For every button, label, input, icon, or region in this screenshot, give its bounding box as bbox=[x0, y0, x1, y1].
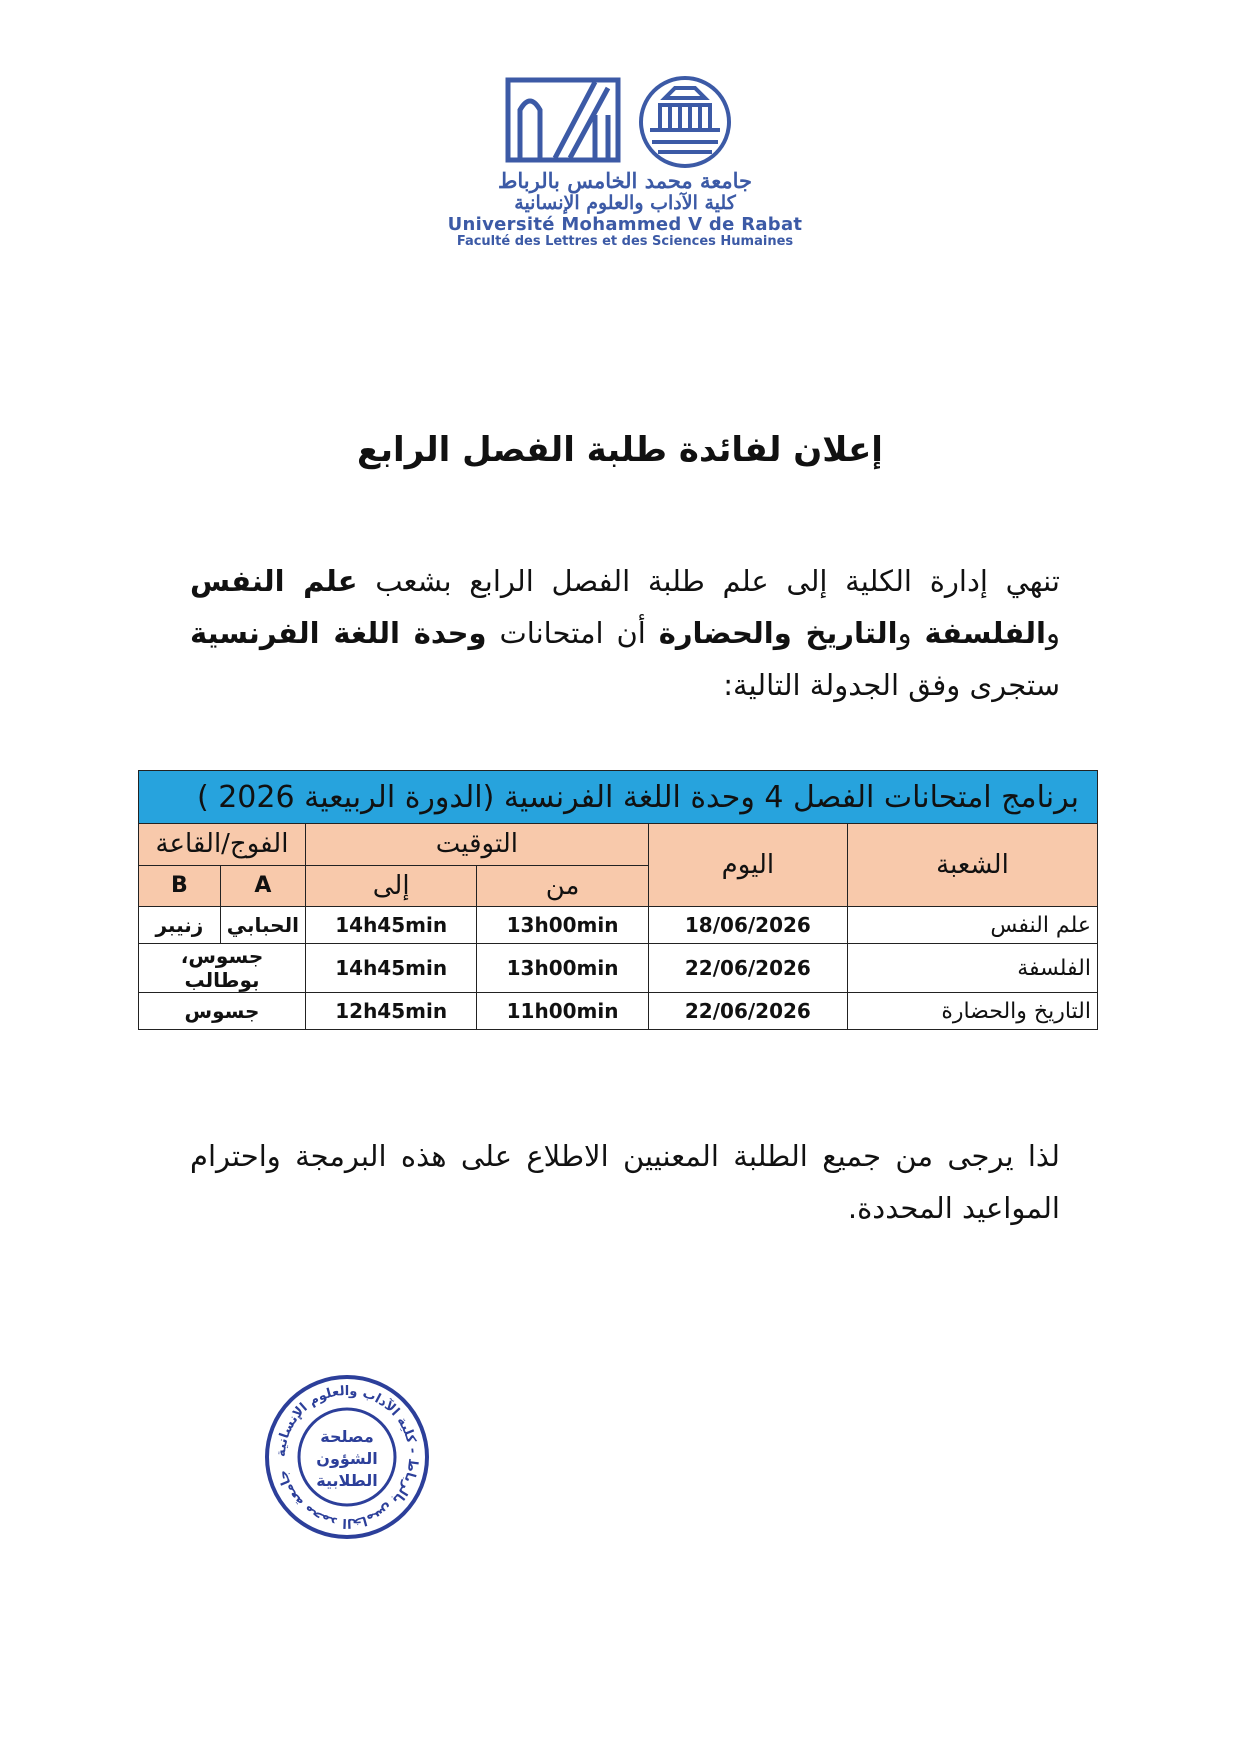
stamp-line-3: الطلابية bbox=[316, 1471, 378, 1490]
intro-text-1: تنهي إدارة الكلية إلى علم طلبة الفصل الرابع بشعب bbox=[357, 564, 1060, 598]
cell-to: 14h45min bbox=[305, 907, 476, 944]
cell-branch: الفلسفة bbox=[847, 944, 1097, 993]
cell-from: 11h00min bbox=[477, 993, 648, 1030]
cell-from: 13h00min bbox=[477, 907, 648, 944]
intro-text-4: أن امتحانات bbox=[486, 616, 659, 650]
header-group-b: B bbox=[139, 865, 221, 907]
stamp-ring-text: جامعة محمد الخامس بالرباط - كلية الآداب والعلوم الإنسانية bbox=[273, 1383, 421, 1531]
cell-to: 14h45min bbox=[305, 944, 476, 993]
table-caption: برنامج امتحانات الفصل 4 وحدة اللغة الفرنسية (الدورة الربيعية 2026 ) bbox=[139, 771, 1098, 824]
table-row bbox=[139, 944, 1098, 993]
exam-schedule-table bbox=[138, 770, 1098, 1030]
intro-paragraph bbox=[190, 555, 1060, 711]
intro-text-2: و bbox=[1045, 616, 1060, 650]
stamp-seal-icon bbox=[262, 1372, 432, 1542]
header-timing: التوقيت bbox=[305, 824, 648, 866]
university-logo bbox=[440, 70, 810, 250]
cell-to: 12h45min bbox=[305, 993, 476, 1030]
intro-bold-history: التاريخ والحضارة bbox=[658, 616, 898, 650]
table-row bbox=[139, 907, 1098, 944]
cell-group-ab: جسوس bbox=[139, 993, 306, 1030]
university-name-ar: جامعة محمد الخامس بالرباط bbox=[497, 168, 753, 193]
header-day: اليوم bbox=[648, 824, 847, 907]
announcement-title: إعلان لفائدة طلبة الفصل الرابع bbox=[357, 430, 883, 470]
header-from: من bbox=[477, 865, 648, 907]
cell-day: 18/06/2026 bbox=[648, 907, 847, 944]
header-to: إلى bbox=[305, 865, 476, 907]
university-name-fr: Université Mohammed V de Rabat bbox=[447, 214, 803, 235]
university-emblem-icon bbox=[500, 70, 750, 170]
closing-paragraph: لذا يرجى من جميع الطلبة المعنيين الاطلاع على هذه البرمجة واحترام المواعيد المحددة. bbox=[190, 1139, 1060, 1225]
cell-branch: التاريخ والحضارة bbox=[847, 993, 1097, 1030]
cell-branch: علم النفس bbox=[847, 907, 1097, 944]
cell-day: 22/06/2026 bbox=[648, 944, 847, 993]
intro-bold-french-unit: وحدة اللغة الفرنسية bbox=[190, 616, 487, 650]
stamp-line-2: الشؤون bbox=[316, 1449, 378, 1468]
intro-text-5: ستجرى وفق الجدولة التالية: bbox=[723, 668, 1060, 702]
cell-group-a: الحبابي bbox=[220, 907, 305, 944]
intro-bold-psychology: علم النفس bbox=[190, 564, 358, 598]
header-group-a: A bbox=[220, 865, 305, 907]
cell-day: 22/06/2026 bbox=[648, 993, 847, 1030]
cell-group-ab: جسوس، بوطالب bbox=[139, 944, 306, 993]
faculty-name-fr: Faculté des Lettres et des Sciences Humaines bbox=[456, 234, 794, 249]
cell-from: 13h00min bbox=[477, 944, 648, 993]
stamp-line-1: مصلحة bbox=[320, 1427, 374, 1446]
header-branch: الشعبة bbox=[847, 824, 1097, 907]
faculty-name-ar: كلية الآداب والعلوم الإنسانية bbox=[514, 192, 736, 214]
intro-bold-philosophy: الفلسفة bbox=[924, 616, 1046, 650]
table-row bbox=[139, 993, 1098, 1030]
intro-text-3: و bbox=[897, 616, 925, 650]
header-group-room: الفوج/القاعة bbox=[139, 824, 306, 866]
official-stamp bbox=[262, 1372, 432, 1542]
cell-group-b: زنيبر bbox=[139, 907, 221, 944]
